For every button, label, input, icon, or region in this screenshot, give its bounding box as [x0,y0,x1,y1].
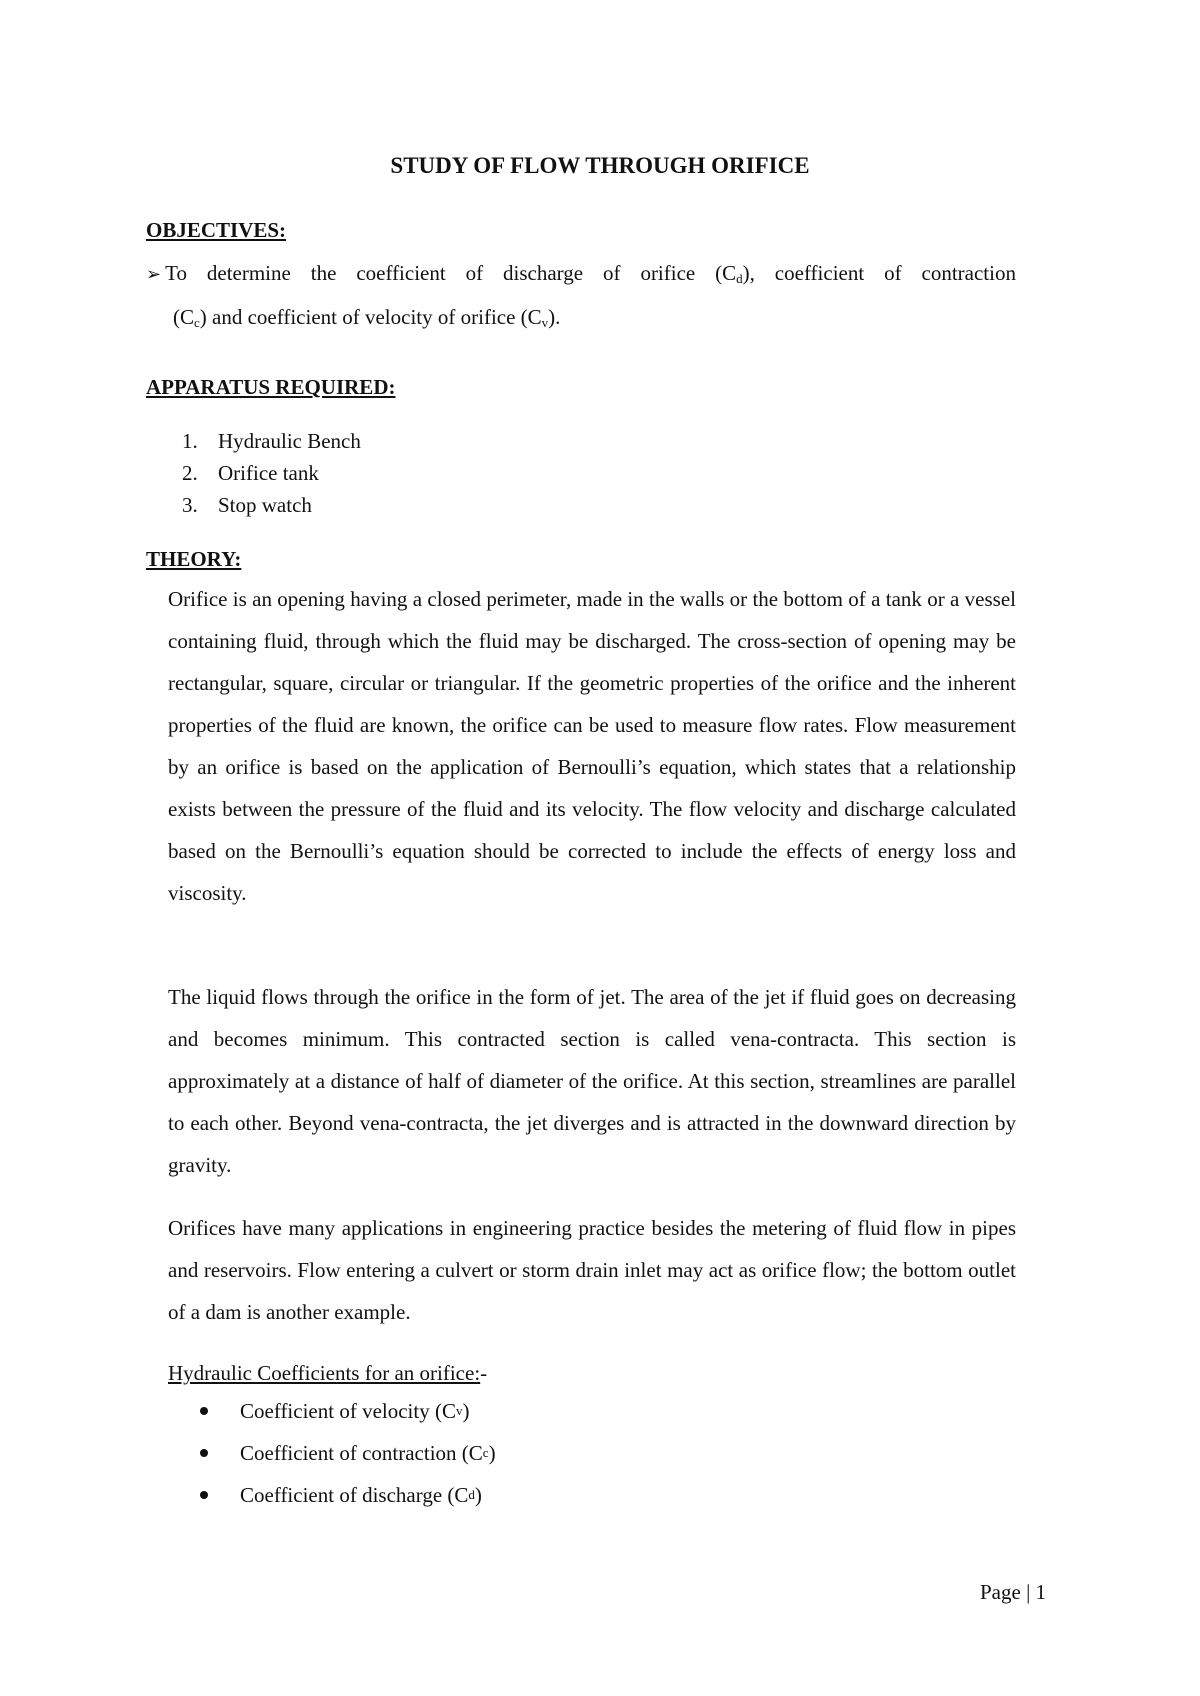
list-number: 3. [182,493,198,517]
objective-word: discharge [503,261,584,285]
list-item: Coefficient of velocity (C v ) [200,1390,496,1432]
subscript: c [194,315,200,330]
objective-text: ). [548,305,561,329]
list-item [182,457,361,489]
apparatus-heading: APPARATUS REQUIRED: [146,375,396,399]
objective-word: contraction [921,261,1016,285]
objective-word: coefficient [356,261,446,285]
theory-paragraph-1: Orifice is an opening having a closed perimeter, made in the walls or the bottom of a tank or a vessel containing fluid, through which the fluid may be discharged. The cross-section of opening may be rectangular, square, circular or triangular. If the geometric properties of the orifice and the inherent properties of the fluid are known, the orifice can be used to measure flow rates. Flow measurement by an orifice is based on the application of Bernoulli’s equation, which states that a relationship exists between the pressure of the fluid and its velocity. The flow velocity and discharge calculated based on the Bernoulli’s equation should be corrected to include the effects of energy loss and viscosity. [168,587,1016,905]
objective-item [146,252,1016,338]
arrow-bullet-icon: ➢ [146,264,162,285]
objective-text: ) and coefficient of velocity of orifice (C [199,305,542,329]
list-number: 2. [182,461,198,485]
objective-word: of [603,261,621,285]
list-item-label: Coefficient of velocity (C [240,1399,456,1423]
objective-line-1 [146,252,1016,296]
apparatus-list [182,425,361,521]
list-item: Coefficient of discharge (C d ) [200,1474,496,1516]
list-item [182,425,361,457]
objective-word: (C [715,261,737,285]
list-item-label: Orifice tank [218,461,319,485]
objective-word: orifice [640,261,696,285]
bullet-dot-icon [200,1491,208,1499]
list-item-label: Stop watch [218,493,312,517]
coefficients-list [200,1390,496,1516]
objective-word-group-1 [146,252,187,296]
list-number: 1. [182,429,198,453]
objective-word: ), [742,261,755,285]
objective-line-2 [146,296,1016,338]
objective-word: of [884,261,902,285]
subscript: v [541,315,549,330]
theory-paragraph-3: Orifices have many applications in engineering practice besides the metering of fluid flow in pipes and reservoirs. Flow entering a culvert or storm drain inlet may act as orifice flow; the bottom outlet of a dam is another example. [168,1216,1016,1324]
coefficients-subheading [168,1361,487,1386]
bullet-dot-icon [200,1407,208,1415]
theory-heading: THEORY: [146,547,242,571]
objective-word: coefficient [774,261,865,285]
list-item-close: ) [462,1399,470,1423]
objective-text: (C [173,305,194,329]
list-item: Coefficient of contraction (C c ) [200,1432,496,1474]
objective-word: of [465,261,484,285]
list-item-label: Coefficient of contraction (C [240,1441,483,1465]
objective-word: To [165,261,187,285]
list-item-label: Hydraulic Bench [218,429,361,453]
theory-paragraph-2: The liquid flows through the orifice in the form of jet. The area of the jet if fluid goes on decreasing and becomes minimum. This contracted section is called vena-contracta. This section is approximately at a distance of half of diameter of the orifice. At this section, streamlines are parallel to each other. Beyond vena-contracta, the jet diverges and is attracted in the downward direction by gravity. [168,985,1016,1177]
objectives-heading: OBJECTIVES: [146,218,287,242]
list-item [182,489,361,521]
page-number: Page | 1 [980,1580,1047,1604]
objective-symbol-cd [715,252,755,296]
list-item-close: ) [474,1483,482,1507]
objective-word: the [310,261,337,285]
bullet-dot-icon [200,1449,208,1457]
subscript: d [736,271,743,286]
list-item-label: Coefficient of discharge (C [240,1483,469,1507]
subheading-suffix: - [480,1361,488,1385]
list-item-close: ) [488,1441,496,1465]
page-title: STUDY OF FLOW THROUGH ORIFICE [390,153,810,178]
subheading-text: Hydraulic Coefficients for an orifice: [168,1361,481,1385]
objective-word: determine [206,261,291,285]
